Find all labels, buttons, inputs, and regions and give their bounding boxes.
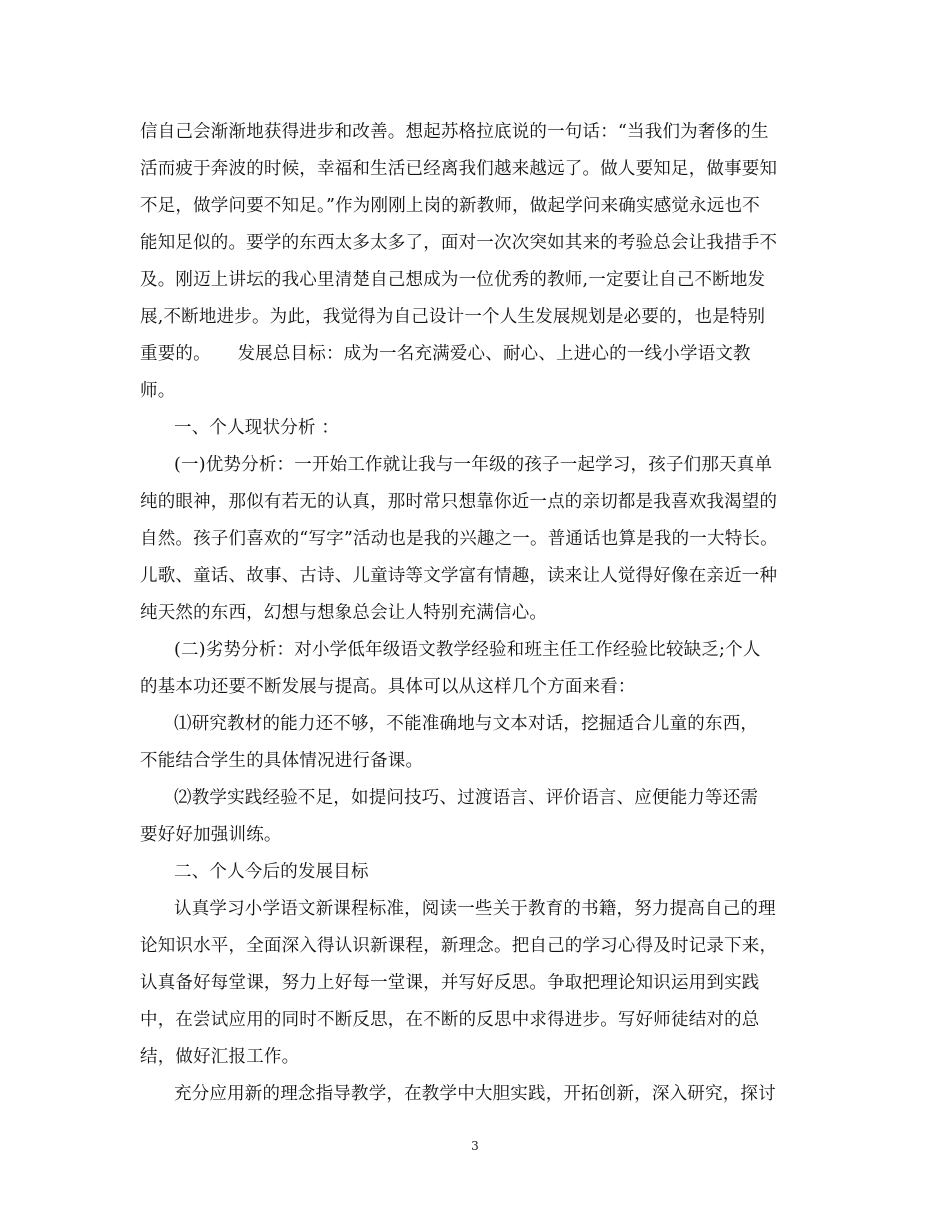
text-line: 结，做好汇报工作。 bbox=[140, 1047, 300, 1067]
text-line: 纯天然的东西，幻想与想象总会让人特别充满信心。 bbox=[140, 603, 548, 623]
text-line: 活而疲于奔波的时候，幸福和生活已经离我们越来越远了。做人要知足，做事要知 bbox=[140, 159, 778, 179]
text-line: 师。 bbox=[140, 381, 176, 401]
text-line: 要好好加强训练。 bbox=[140, 825, 282, 845]
text-line: 纯的眼神，那似有若无的认真，那时常只想靠你近一点的亲切都是我喜欢我渴望的 bbox=[140, 492, 778, 512]
text-line: ⑵教学实践经验不足，如提问技巧、过渡语言、评价语言、应便能力等还需 bbox=[174, 788, 759, 808]
text-line: 的基本功还要不断发展与提高。具体可以从这样几个方面来看： bbox=[140, 677, 636, 697]
text-line: ⑴研究教材的能力还不够，不能准确地与文本对话，挖掘适合儿童的东西， bbox=[174, 714, 759, 734]
text-line: 充分应用新的理念指导教学，在教学中大胆实践，开拓创新，深入研究，探讨 bbox=[174, 1084, 776, 1104]
page-number: 3 bbox=[471, 1139, 479, 1153]
text-line: 不足，做学问要不知足。”作为刚刚上岗的新教师，做起学问来确实感觉永远也不 bbox=[140, 196, 760, 216]
text-line: 儿歌、童话、故事、古诗、儿童诗等文学富有情趣，读来让人觉得好像在亲近一种 bbox=[140, 566, 778, 586]
text-line: 自然。孩子们喜欢的“写字”活动也是我的兴趣之一。普通话也算是我的一大特长。 bbox=[140, 529, 778, 549]
document-body bbox=[140, 114, 812, 1113]
text-line: (二)劣势分析：对小学低年级语文教学经验和班主任工作经验比较缺乏;个人 bbox=[174, 640, 761, 660]
text-line: 展,不断地进步。为此，我觉得为自己设计一个人生发展规划是必要的，也是特别 bbox=[140, 307, 766, 327]
text-line: 认真学习小学语文新课程标准，阅读一些关于教育的书籍，努力提高自己的理 bbox=[174, 899, 776, 919]
text-line: 能知足似的。要学的东西太多太多了，面对一次次突如其来的考验总会让我措手不 bbox=[140, 233, 778, 253]
text-line: 信自己会渐渐地获得进步和改善。想起苏格拉底说的一句话：“当我们为奢侈的生 bbox=[140, 122, 769, 142]
text-line: (一)优势分析：一开始工作就让我与一年级的孩子一起学习，孩子们那天真单 bbox=[174, 455, 773, 475]
text-line: 论知识水平，全面深入得认识新课程，新理念。把自己的学习心得及时记录下来， bbox=[140, 936, 778, 956]
text-line: 中，在尝试应用的同时不断反思，在不断的反思中求得进步。写好师徒结对的总 bbox=[140, 1010, 760, 1030]
text-line: 认真备好每堂课，努力上好每一堂课，并写好反思。争取把理论知识运用到实践 bbox=[140, 973, 760, 993]
section-heading: 二、个人今后的发展目标 bbox=[174, 862, 369, 882]
section-heading: 一、个人现状分析 ： bbox=[174, 418, 340, 438]
text-line: 不能结合学生的具体情况进行备课。 bbox=[140, 751, 424, 771]
text-line: 及。刚迈上讲坛的我心里清楚自己想成为一位优秀的教师,一定要让自己不断地发 bbox=[140, 270, 766, 290]
text-line: 重要的。 发展总目标：成为一名充满爱心、耐心、上进心的一线小学语文教 bbox=[140, 344, 751, 364]
